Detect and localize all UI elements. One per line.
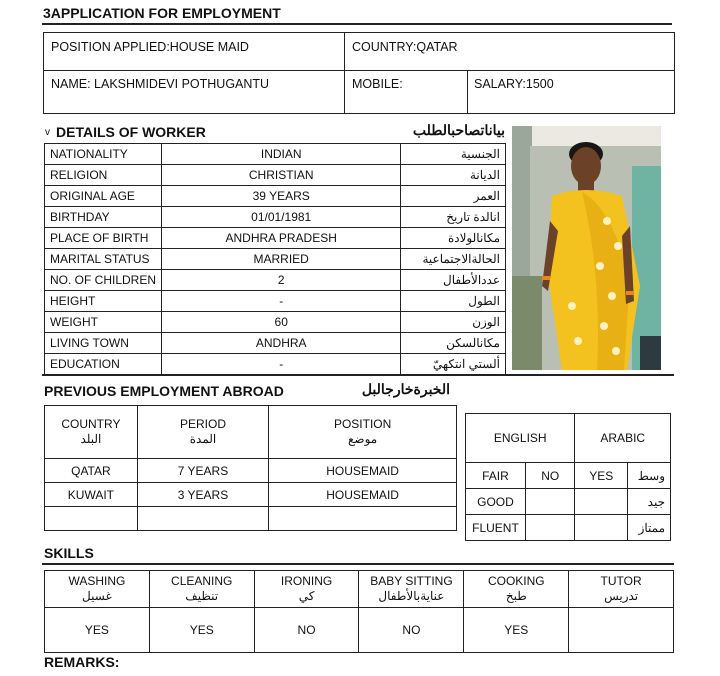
prev-employment-header (137, 406, 268, 459)
skill-value: YES (149, 608, 254, 653)
skill-value: YES (45, 608, 150, 653)
arabic-value: YES (575, 463, 628, 489)
detail-value: INDIAN (162, 144, 401, 165)
prev-employment-cell: QATAR (45, 459, 138, 483)
position-applied-field: POSITION APPLIED:HOUSE MAID (51, 40, 249, 54)
details-heading-ar: بياناتصاحبالطلب (412, 122, 505, 138)
language-header: ARABIC (575, 414, 671, 463)
detail-label: HEIGHT (45, 291, 162, 312)
remarks-label: REMARKS: (44, 654, 120, 670)
details-prefix: v (45, 127, 50, 138)
details-heading: DETAILS OF WORKER (56, 124, 206, 140)
skills-value-row (45, 608, 674, 653)
skill-header (464, 571, 569, 608)
skill-value (569, 608, 674, 653)
skill-header (359, 571, 464, 608)
skill-value: YES (464, 608, 569, 653)
skill-name-ar: تدريس (604, 589, 639, 603)
skill-name-ar: غسيل (82, 589, 112, 603)
english-value (525, 489, 575, 515)
language-level-label-ar: جيد (628, 489, 671, 515)
skill-name-ar: عنايةبالأطفال (378, 589, 445, 603)
details-row (45, 312, 506, 333)
skills-heading: SKILLS (44, 545, 94, 561)
skill-name-ar: تنظيف (185, 589, 219, 603)
prev-employment-row (45, 507, 457, 531)
detail-label-ar: الوزن (401, 312, 506, 333)
skills-header-row (45, 571, 674, 608)
country-field: COUNTRY:QATAR (352, 40, 458, 54)
details-row (45, 270, 506, 291)
detail-label-ar: انالدة تاريخ (401, 207, 506, 228)
skill-name: COOKING (487, 574, 545, 588)
mobile-field: MOBILE: (352, 77, 403, 91)
language-header: ENGLISH (466, 414, 575, 463)
header-en: PERIOD (179, 417, 226, 431)
details-row (45, 333, 506, 354)
header-ar: موضع (348, 432, 378, 446)
salary-field: SALARY:1500 (474, 77, 554, 91)
skill-name: BABY SITTING (370, 574, 453, 588)
worker-details-table (44, 143, 506, 375)
page-title: 3APPLICATION FOR EMPLOYMENT (43, 5, 281, 21)
skill-name: CLEANING (171, 574, 233, 588)
prev-employment-header (45, 406, 138, 459)
detail-value: CHRISTIAN (162, 165, 401, 186)
header-ar: البلد (80, 432, 102, 446)
detail-label: BIRTHDAY (45, 207, 162, 228)
detail-label: MARITAL STATUS (45, 249, 162, 270)
detail-label: NATIONALITY (45, 144, 162, 165)
name-field: NAME: LAKSHMIDEVI POTHUGANTU (51, 77, 270, 91)
detail-label-ar: الديانة (401, 165, 506, 186)
prev-employment-cell: HOUSEMAID (269, 483, 457, 507)
arabic-value (575, 489, 628, 515)
prev-employment-cell (269, 507, 457, 531)
prev-employment-cell (137, 507, 268, 531)
applicant-summary-box (43, 32, 675, 114)
skill-value: NO (254, 608, 359, 653)
english-value (525, 515, 575, 541)
detail-label-ar: مكانالولادة (401, 228, 506, 249)
prev-employment-cell (45, 507, 138, 531)
language-row (466, 515, 671, 541)
skill-name: TUTOR (600, 574, 642, 588)
detail-label: RELIGION (45, 165, 162, 186)
language-level-label-ar: ممتاز (628, 515, 671, 541)
section-rule-2 (42, 563, 674, 565)
detail-label: ORIGINAL AGE (45, 186, 162, 207)
worker-photo (512, 126, 661, 370)
skill-header (569, 571, 674, 608)
detail-value: 60 (162, 312, 401, 333)
prev-employment-row (45, 483, 457, 507)
detail-label-ar: الجنسية (401, 144, 506, 165)
prev-employment-cell: 3 YEARS (137, 483, 268, 507)
header-en: COUNTRY (61, 417, 121, 431)
skill-name-ar: كي (298, 589, 315, 603)
languages-table (465, 413, 671, 541)
detail-label: WEIGHT (45, 312, 162, 333)
details-row (45, 165, 506, 186)
skills-table (44, 570, 674, 653)
title-rule (42, 23, 672, 25)
skill-name-ar: طبخ (505, 589, 527, 603)
detail-value: ANDHRA (162, 333, 401, 354)
detail-label-ar: العمر (401, 186, 506, 207)
skill-header (149, 571, 254, 608)
language-row (466, 463, 671, 489)
detail-label: NO. OF CHILDREN (45, 270, 162, 291)
detail-label-ar: ألستي انتكهيّ (401, 354, 506, 375)
languages-header-row (466, 414, 671, 463)
details-row (45, 144, 506, 165)
section-rule-1 (42, 374, 674, 376)
prev-employment-cell: HOUSEMAID (269, 459, 457, 483)
language-level-label: GOOD (466, 489, 526, 515)
detail-label: LIVING TOWN (45, 333, 162, 354)
detail-label-ar: الحالةالاجتماعية (401, 249, 506, 270)
detail-label: PLACE OF BIRTH (45, 228, 162, 249)
skill-value: NO (359, 608, 464, 653)
detail-value: - (162, 291, 401, 312)
header-en: POSITION (333, 417, 392, 431)
language-level-label-ar: وسط (628, 463, 671, 489)
detail-label-ar: مكانالسكن (401, 333, 506, 354)
skill-name: IRONING (280, 574, 333, 588)
details-row (45, 186, 506, 207)
language-level-label: FLUENT (466, 515, 526, 541)
detail-label-ar: الطول (401, 291, 506, 312)
prev-employment-header-row (45, 406, 457, 459)
detail-value: - (162, 354, 401, 375)
detail-value: 01/01/1981 (162, 207, 401, 228)
skill-header (254, 571, 359, 608)
language-row (466, 489, 671, 515)
prev-employment-row (45, 459, 457, 483)
details-row (45, 207, 506, 228)
detail-value: ANDHRA PRADESH (162, 228, 401, 249)
detail-label-ar: عددالأطفال (401, 270, 506, 291)
details-row (45, 354, 506, 375)
prev-employment-heading: PREVIOUS EMPLOYMENT ABROAD (44, 383, 284, 399)
details-row (45, 228, 506, 249)
skill-header (45, 571, 150, 608)
detail-value: MARRIED (162, 249, 401, 270)
detail-value: 2 (162, 270, 401, 291)
detail-value: 39 YEARS (162, 186, 401, 207)
english-value: NO (525, 463, 575, 489)
skill-name: WASHING (68, 574, 126, 588)
prev-employment-table (44, 405, 457, 531)
prev-employment-heading-ar: الخبرةخارجالبل (361, 381, 450, 397)
prev-employment-cell: KUWAIT (45, 483, 138, 507)
language-level-label: FAIR (466, 463, 526, 489)
prev-employment-cell: 7 YEARS (137, 459, 268, 483)
prev-employment-header (269, 406, 457, 459)
arabic-value (575, 515, 628, 541)
details-row (45, 249, 506, 270)
detail-label: EDUCATION (45, 354, 162, 375)
details-row (45, 291, 506, 312)
header-ar: المدة (189, 432, 217, 446)
